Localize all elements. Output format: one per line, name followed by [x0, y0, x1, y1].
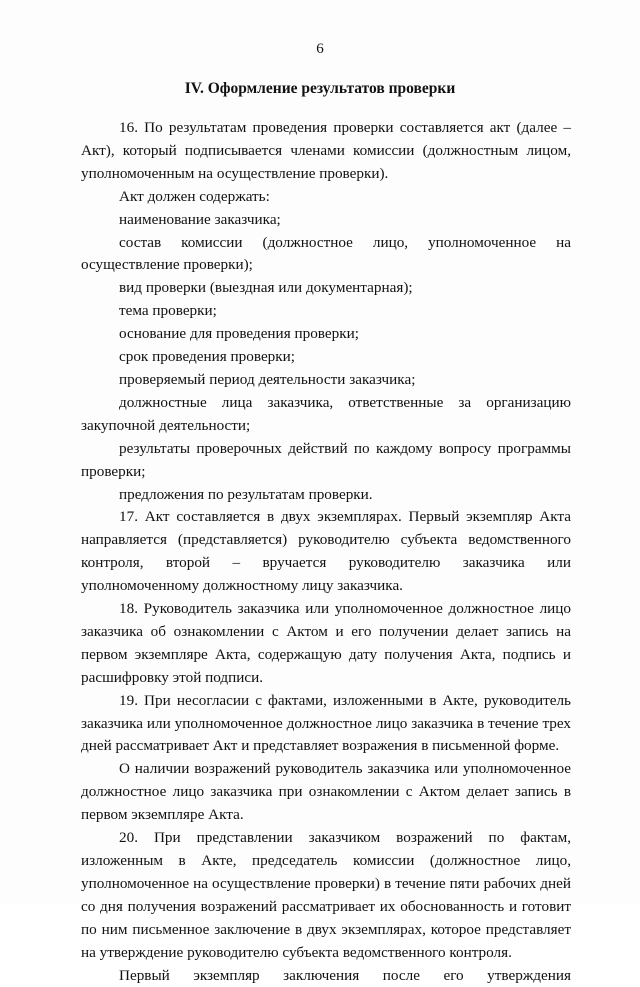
final-line: Первый экземпляр заключения после его утверждения	[119, 966, 571, 984]
list-item-commission: состав комиссии (должностное лицо, уполномоченное на осуществление проверки);	[81, 233, 571, 274]
objections-paragraph: О наличии возражений руководитель заказчика или уполномоченное должностное лицо заказчика при ознакомлении с Актом делает запись в первом экземпляре Акта.	[81, 760, 571, 824]
page-number: 6	[316, 41, 324, 57]
section-heading: IV. Оформление результатов проверки	[184, 80, 456, 97]
paragraph-19: 19. При несогласии с фактами, изложенными в Акте, руководитель заказчика или уполномоченное должностное лицо заказчика в течение трех дней рассматривает Акт и представляет возражения в письменной форме.	[81, 691, 571, 755]
paragraph-17: 17. Акт составляется в двух экземплярах. Первый экземпляр Акта направляется (представляется) руководителю субъекта ведомственного контроля, второй – вручается руководителю заказчика или уполномоченному должностному лицу заказчика.	[81, 508, 571, 595]
list-item-topic: тема проверки;	[119, 302, 217, 320]
paragraph-18: 18. Руководитель заказчика или уполномоченное должностное лицо заказчика об ознакомлении с Актом и его получении делает запись на первом экземпляре Акта, содержащую дату получения Акта, подпись и расшифровку этой подписи.	[81, 600, 571, 686]
list-item-basis: основание для проведения проверки;	[119, 325, 359, 343]
list-item-officials: должностные лица заказчика, ответственные за организацию закупочной деятельности;	[81, 393, 571, 434]
list-item-proposals: предложения по результатам проверки.	[119, 485, 373, 503]
list-item-customer-name: наименование заказчика;	[119, 210, 281, 228]
list-item-results: результаты проверочных действий по каждому вопросу программы проверки;	[81, 439, 571, 480]
list-item-inspection-type: вид проверки (выездная или документарная);	[119, 279, 413, 297]
list-item-period: проверяемый период деятельности заказчика;	[119, 370, 416, 388]
document-body	[81, 117, 571, 987]
paragraph-16: 16. По результатам проведения проверки составляется акт (далее – Акт), который подписывается членами комиссии (должностным лицом, уполномоченным на осуществление проверки).	[81, 119, 571, 182]
list-item-term: срок проведения проверки;	[119, 348, 296, 366]
paragraph-20: 20. При представлении заказчиком возражений по фактам, изложенным в Акте, председатель комиссии (должностное лицо, уполномоченное на осуществление проверки) в течение пяти рабочих дней со дня получения возражений рассматривает их обоснованность и готовит по ним письменное заключение в двух экземплярах, которое представляет на утверждение руководителю субъекта ведомственного контроля.	[81, 829, 571, 961]
act-contents-intro: Акт должен содержать:	[119, 187, 270, 205]
